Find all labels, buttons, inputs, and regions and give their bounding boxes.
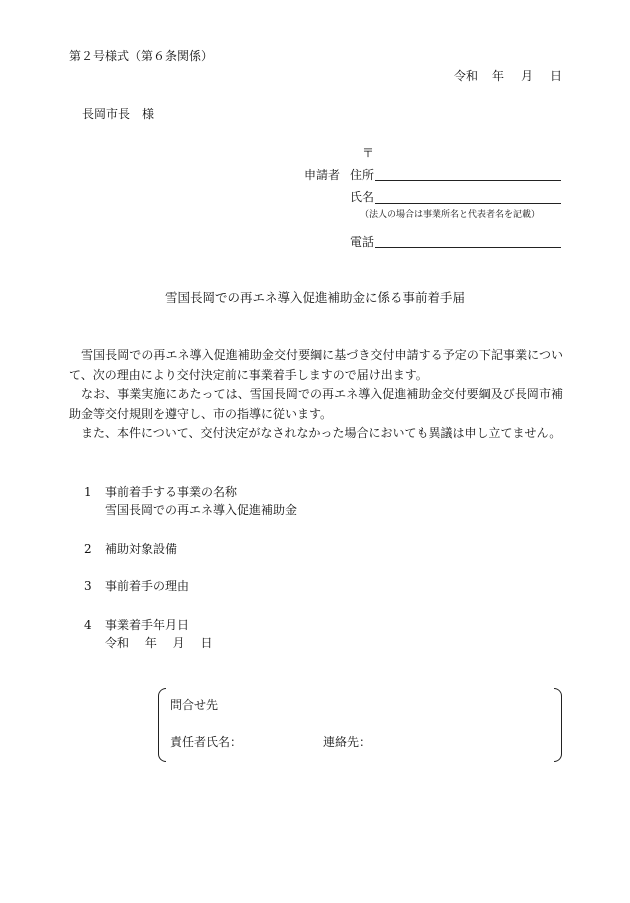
date-day: 日 <box>550 69 563 83</box>
item-1-number: 1 <box>84 485 92 499</box>
item-4-label: 事業着手年月日 <box>105 618 190 632</box>
applicant-label: 申請者 <box>304 168 341 182</box>
postal-mark: 〒 <box>362 146 375 160</box>
item-2-number: 2 <box>84 542 92 556</box>
name-label: 氏名 <box>350 190 375 204</box>
body-paragraph-3: また、本件について、交付決定がなされなかった場合においても異議は申し立てません。 <box>69 426 562 440</box>
person-label: 責任者氏名： <box>170 735 243 749</box>
item-4-number: 4 <box>84 618 92 632</box>
body-paragraph-2: なお、事業実施にあたっては、雪国長岡での再エネ導入促進補助金交付要綱及び長岡市補助金等交付規則を遵守し、市の指導に従います。 <box>69 387 563 421</box>
phone-field[interactable] <box>375 247 561 248</box>
contact-label: 連絡先： <box>323 735 372 749</box>
corporate-note: （法人の場合は事業所名と代表者名を記載） <box>360 210 541 220</box>
bracket-right <box>554 688 562 762</box>
bracket-left <box>158 688 166 762</box>
phone-label: 電話 <box>350 235 375 249</box>
item-4-value: 令和 年 月 日 <box>105 636 213 650</box>
contact-heading: 問合せ先 <box>170 698 219 712</box>
addressee <box>82 108 154 120</box>
item-2-label: 補助対象設備 <box>105 542 178 556</box>
item-1-label: 事前着手する事業の名称 <box>105 485 238 499</box>
contact-box <box>158 688 562 762</box>
addressee-name: 長岡市長 <box>82 107 131 121</box>
submission-date <box>454 70 562 82</box>
addressee-honorific: 様 <box>142 107 155 121</box>
date-year: 年 <box>492 69 505 83</box>
document-title: 雪国長岡での再エネ導入促進補助金に係る事前着手届 <box>164 290 465 305</box>
name-field[interactable] <box>375 203 561 204</box>
body-paragraph-1: 雪国長岡での再エネ導入促進補助金交付要綱に基づき交付申請する予定の下記事業について、次の理由により交付決定前に事業着手しますので届け出ます。 <box>69 348 563 382</box>
item-3-number: 3 <box>84 579 92 593</box>
form-number: 第２号様式（第６条関係） <box>69 49 214 63</box>
item-1-value: 雪国長岡での再エネ導入促進補助金 <box>105 503 298 517</box>
address-label: 住所 <box>350 168 375 182</box>
item-3-label: 事前着手の理由 <box>105 579 190 593</box>
address-field[interactable] <box>375 180 561 181</box>
date-month: 月 <box>521 69 534 83</box>
date-era: 令和 <box>454 69 479 83</box>
